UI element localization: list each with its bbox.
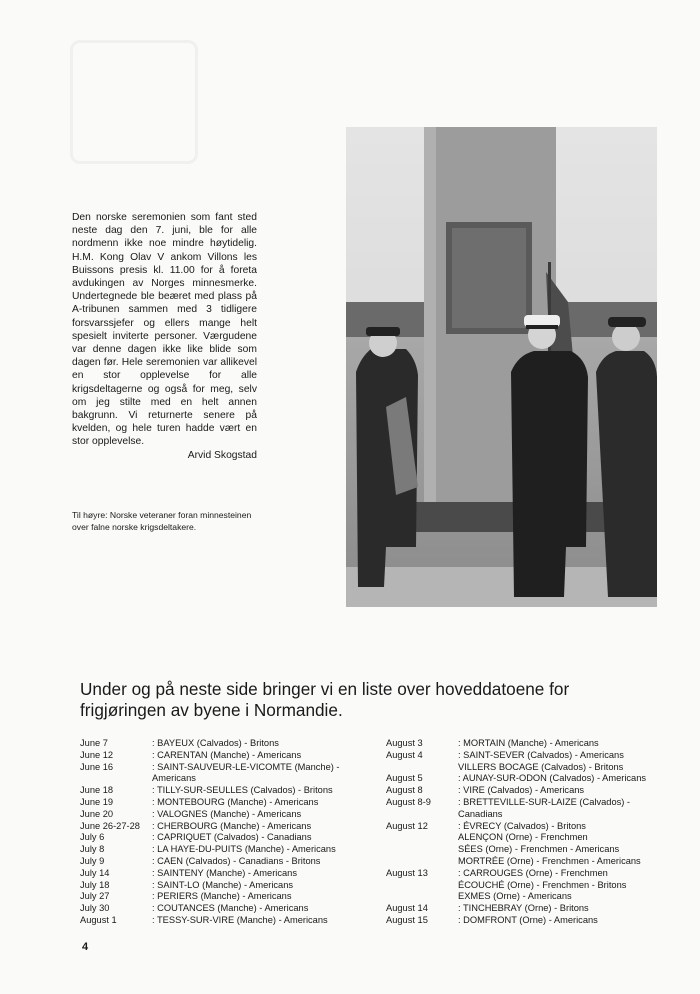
list-item <box>386 797 672 821</box>
liberated-town: MORTRÉE (Orne) - Frenchmen - Americans <box>458 855 641 866</box>
list-item <box>386 856 672 868</box>
liberated-town: : ÉVRECY (Calvados) - Britons <box>458 820 586 831</box>
liberated-town: : SAINT-SEVER (Calvados) - Americans <box>458 749 624 760</box>
liberation-date <box>386 891 458 903</box>
list-item <box>80 915 352 927</box>
photo-caption: Til høyre: Norske veteraner foran minnesteinen over falne norske krigsdeltakere. <box>72 510 252 532</box>
liberation-date: July 30 <box>80 903 110 914</box>
liberation-date: June 18 <box>80 785 114 796</box>
list-item <box>386 773 672 785</box>
liberation-date: August 15 <box>386 914 428 925</box>
liberated-town: : MONTEBOURG (Manche) - Americans <box>152 796 319 807</box>
liberation-date <box>386 880 458 892</box>
list-item <box>80 880 352 892</box>
liberated-town: : VALOGNES (Manche) - Americans <box>152 808 302 819</box>
liberation-date: August 3 <box>386 738 423 748</box>
list-item <box>80 809 352 821</box>
liberated-town: : SAINT-SAUVEUR-LE-VICOMTE (Manche) - Americans <box>152 761 340 784</box>
section-heading: Under og på neste side bringer vi en liste over hoveddatoene for frigjøringen av byene i Normandie. <box>80 679 570 720</box>
list-item <box>386 868 672 880</box>
liberated-town: : SAINT-LO (Manche) - Americans <box>152 879 294 890</box>
liberated-town: : PERIERS (Manche) - Americans <box>152 891 292 902</box>
veterans-memorial-photo <box>346 127 657 607</box>
list-item <box>80 832 352 844</box>
liberated-town: : SAINTENY (Manche) - Americans <box>152 867 298 878</box>
liberated-town: : BRETTEVILLE-SUR-LAIZE (Calvados) - Canadians <box>458 796 631 819</box>
liberated-town: : CAPRIQUET (Calvados) - Canadians <box>152 832 312 843</box>
liberated-town: : TESSY-SUR-VIRE (Manche) - Americans <box>152 914 328 925</box>
list-item <box>386 844 672 856</box>
liberation-date: July 9 <box>80 855 105 866</box>
article-body <box>72 211 257 449</box>
list-item <box>386 785 672 797</box>
liberation-date: August 8-9 <box>386 796 431 807</box>
list-item <box>386 832 672 844</box>
list-item <box>80 785 352 797</box>
liberated-town: : CARROUGES (Orne) - Frenchmen <box>458 867 608 878</box>
list-item <box>386 821 672 833</box>
liberation-date: August 13 <box>386 867 428 878</box>
liberation-date: July 6 <box>80 832 105 843</box>
liberated-town: : COUTANCES (Manche) - Americans <box>152 903 309 914</box>
liberation-date: August 5 <box>386 773 423 784</box>
liberation-date: June 7 <box>80 738 108 748</box>
bleed-through-logo <box>70 40 198 164</box>
list-item <box>80 856 352 868</box>
page-number: 4 <box>82 941 89 953</box>
list-item <box>386 903 672 915</box>
liberated-town: : TILLY-SUR-SEULLES (Calvados) - Britons <box>152 785 333 796</box>
liberation-date <box>386 762 458 774</box>
liberation-date: June 26-27-28 <box>80 820 140 831</box>
liberation-dates-list-right <box>386 738 672 927</box>
list-item <box>80 738 352 750</box>
liberation-date: August 8 <box>386 785 423 796</box>
list-item <box>80 844 352 856</box>
liberation-date: July 27 <box>80 891 110 902</box>
list-item <box>386 750 672 762</box>
list-item <box>80 750 352 762</box>
liberated-town: ÉCOUCHÉ (Orne) - Frenchmen - Britons <box>458 879 627 890</box>
liberation-date <box>386 832 458 844</box>
liberation-date: August 1 <box>80 914 117 925</box>
liberation-date <box>386 856 458 868</box>
liberated-town: : MORTAIN (Manche) - Americans <box>458 738 599 748</box>
liberated-town: : AUNAY-SUR-ODON (Calvados) - Americans <box>458 773 647 784</box>
liberated-town: : DOMFRONT (Orne) - Americans <box>458 914 598 925</box>
author-signature: Arvid Skogstad <box>187 450 257 461</box>
liberated-town: : CARENTAN (Manche) - Americans <box>152 749 302 760</box>
liberated-town: : CHERBOURG (Manche) - Americans <box>152 820 312 831</box>
liberated-town: VILLERS BOCAGE (Calvados) - Britons <box>458 761 624 772</box>
liberated-town: : CAEN (Calvados) - Canadians - Britons <box>152 855 321 866</box>
photo-illustration <box>346 127 657 607</box>
list-item <box>80 891 352 903</box>
liberation-date: June 19 <box>80 796 114 807</box>
liberation-date: June 20 <box>80 808 114 819</box>
list-item <box>80 868 352 880</box>
list-item <box>80 797 352 809</box>
liberation-date: June 16 <box>80 761 114 772</box>
liberation-date: August 4 <box>386 749 423 760</box>
liberated-town: SÉES (Orne) - Frenchmen - Americans <box>458 844 620 855</box>
liberation-date: August 12 <box>386 820 428 831</box>
liberated-town: ALENÇON (Orne) - Frenchmen <box>458 832 588 843</box>
article-paragraph: Den norske seremonien som fant sted neste dag den 7. juni, ble for alle nordmenn ikke noe mindre høytidelig. H.M. Kong Olav V ankom Villons les Buissons presis kl. 11.00 for å foreta avdukingen av Norges minnesmerke. Undertegnede ble beæret med plass på A-tribunen sammen med 3 tidligere forsvarssjefer og ellers mange helt spesielt inviterte personer. Værgudene var denne dagen ikke like blide som dagen før. Hele seremonien var allikevel en stor opplevelse for alle krigsdeltagerne og også for meg, selv om jeg stilte med en helt annen bakgrunn. Vi returnerte senere på kvelden, og hele turen hadde vært en stor opplevelse. <box>72 212 257 448</box>
list-item <box>386 891 672 903</box>
bleed-through-title <box>280 52 660 112</box>
liberation-dates-list-left <box>80 738 352 927</box>
list-item <box>386 915 672 927</box>
liberation-date: June 12 <box>80 749 114 760</box>
liberation-date: August 14 <box>386 903 428 914</box>
liberation-date: July 18 <box>80 879 110 890</box>
liberation-date <box>386 844 458 856</box>
liberated-town: EXMES (Orne) - Americans <box>458 891 572 902</box>
list-item <box>386 738 672 750</box>
list-item <box>386 880 672 892</box>
list-item <box>80 762 352 786</box>
liberation-date: July 8 <box>80 844 105 855</box>
liberated-town: : BAYEUX (Calvados) - Britons <box>152 738 279 748</box>
list-item <box>80 903 352 915</box>
liberation-date: July 14 <box>80 867 110 878</box>
list-item <box>386 762 672 774</box>
liberated-town: : LA HAYE-DU-PUITS (Manche) - Americans <box>152 844 336 855</box>
list-item <box>80 821 352 833</box>
liberated-town: : TINCHEBRAY (Orne) - Britons <box>458 903 589 914</box>
liberated-town: : VIRE (Calvados) - Americans <box>458 785 585 796</box>
